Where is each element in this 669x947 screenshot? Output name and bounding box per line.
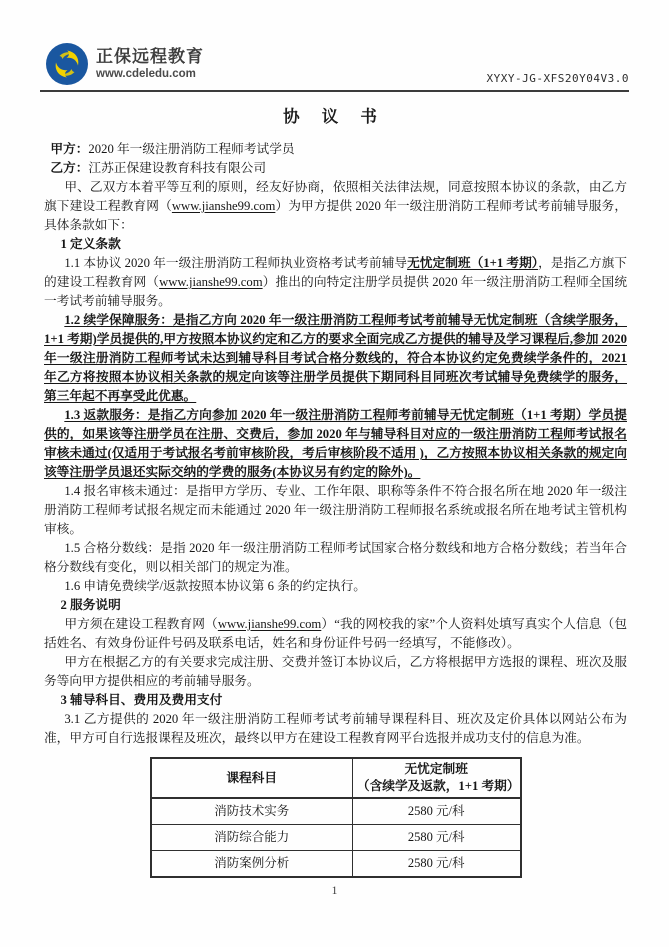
party-a-label: 甲方： [50, 142, 89, 156]
brand-website: www.cdeledu.com [96, 68, 196, 80]
jianshe99-url: www.jianshe99.com [159, 275, 263, 289]
party-a-line [44, 140, 627, 159]
page-number: 1 [331, 885, 338, 897]
company-logo-icon [46, 43, 88, 85]
class-header-line-1: 无忧定制班 [404, 762, 468, 776]
party-a-value: 2020 年一级注册消防工程师考试学员 [88, 142, 295, 156]
intro-text-1: 甲、乙双方本着平等互利的原则，经友好协商，依照相关法律法规，同意按照本协议的条款，由乙方旗下建设工程教育网（ [44, 180, 627, 213]
subject-cell: 消防综合能力 [151, 825, 353, 851]
section-2-heading: 2 服务说明 [60, 598, 121, 612]
party-b-label: 乙方： [50, 161, 89, 175]
clause-1-1-text-3: ）推出的向特定注册学员提供 2020 年一级注册消防工程师全国统一考试考前辅导服务。 [44, 275, 628, 308]
subject-cell: 消防案例分析 [151, 851, 353, 878]
price-cell: 2580 元/科 [352, 798, 520, 825]
party-b-value: 江苏正保建设教育科技有限公司 [88, 161, 267, 175]
class-header-line-2: （含续学及返款，1+1 考期） [356, 779, 520, 793]
column-header-class [352, 758, 520, 798]
page-title: 协 议 书 [283, 107, 386, 126]
intro-paragraph [44, 178, 627, 235]
section-3-heading: 3 辅导科目、费用及费用支付 [60, 693, 223, 707]
brand-header [46, 43, 204, 85]
clause-1-1-highlight: 无忧定制班（1+1 考期） [407, 256, 539, 270]
clause-3-1: 3.1 乙方提供的 2020 年一级注册消防工程师考试考前辅导课程科目、班次及定价具体以网站公布为准，甲方可自行选报课程及班次，最终以甲方在建设工程教育网平台选报并成功支付的信息为准。 [44, 712, 627, 745]
section-1-heading: 1 定义条款 [60, 237, 121, 251]
clause-2-1-text-1: 甲方须在建设工程教育网（ [64, 617, 218, 631]
column-header-subject: 课程科目 [151, 758, 353, 798]
table-row [151, 798, 521, 825]
brand-text [96, 47, 204, 81]
price-cell: 2580 元/科 [352, 851, 520, 878]
clause-1-4: 1.4 报名审核未通过：是指甲方学历、专业、工作年限、职称等条件不符合报名所在地 2020 年一级注册消防工程师考试报名规定而未能通过 2020 年一级注册消防工程师报名系统或报名所在地考试主管机构审核。 [44, 484, 627, 536]
clause-1-2: 1.2 续学保障服务：是指乙方向 2020 年一级注册消防工程师考试考前辅导无忧定制班（含续学服务，1+1 考期)学员提供的,甲方按照本协议约定和乙方的要求全面完成乙方提供的辅导及学习课程后,参加 2020 年一级注册消防工程师考试未达到辅导科目考试合格分数线的，符合本协议约定免费续学条件的，2021 年乙方将按照本协议相关条款的规定向该等注册学员提供下期同科目同班次考试辅导免费续学的服务，第三年起不再享受此优惠。 [44, 313, 627, 403]
clause-2-1-text-2: ）“我的网校我的家”个人资料处填写真实个人信息（包括姓名、有效身份证件号码及联系电话，姓名和身份证件号码一经填写，不能修改）。 [44, 617, 628, 650]
document-body [44, 140, 627, 878]
document-code: XYXY-JG-XFS20Y04V3.0 [486, 72, 629, 85]
price-cell: 2580 元/科 [352, 825, 520, 851]
subject-cell: 消防技术实务 [151, 798, 353, 825]
clause-2-2: 甲方在根据乙方的有关要求完成注册、交费并签订本协议后，乙方将根据甲方选报的课程、班次及服务等向甲方提供相应的考前辅导服务。 [44, 655, 627, 688]
table-row [151, 825, 521, 851]
table-row [151, 851, 521, 878]
clause-1-5: 1.5 合格分数线：是指 2020 年一级注册消防工程师考试国家合格分数线和地方合格分数线；若当年合格分数线有变化，则以相关部门的规定为准。 [44, 541, 627, 574]
clause-1-6: 1.6 申请免费续学/返款按照本协议第 6 条的约定执行。 [64, 579, 366, 593]
clause-1-1-text-1: 1.1 本协议 2020 年一级注册消防工程师执业资格考试考前辅导 [64, 256, 408, 270]
clause-2-1 [44, 615, 627, 653]
party-b-line [44, 159, 627, 178]
clause-1-1 [44, 254, 627, 311]
header-divider [40, 90, 629, 92]
course-price-table [150, 757, 522, 878]
clause-1-3: 1.3 返款服务：是指乙方向参加 2020 年一级注册消防工程师考前辅导无忧定制班（1+1 考期）学员提供的，如果该等注册学员在注册、交费后，参加 2020 年与辅导科目对应的一级注册消防工程师考试报名审核未通过(仅适用于考试报名考前审核阶段，考后审核阶段不适用 )，乙方按照本协议相关条款的规定向该等注册学员退还实际交纳的学费的服务(本协议另有约定的除外)。 [44, 408, 627, 479]
clause-1-1-text-2: ，是指乙方旗下的建设工程教育网（ [44, 256, 627, 289]
brand-name: 正保远程教育 [96, 47, 204, 66]
intro-text-2: ）为甲方提供 2020 年一级注册消防工程师考试考前辅导服务，具体条款如下： [44, 199, 628, 232]
jianshe99-url: www.jianshe99.com [171, 199, 276, 213]
table-header-row [151, 758, 521, 798]
jianshe99-url: www.jianshe99.com [217, 617, 322, 631]
